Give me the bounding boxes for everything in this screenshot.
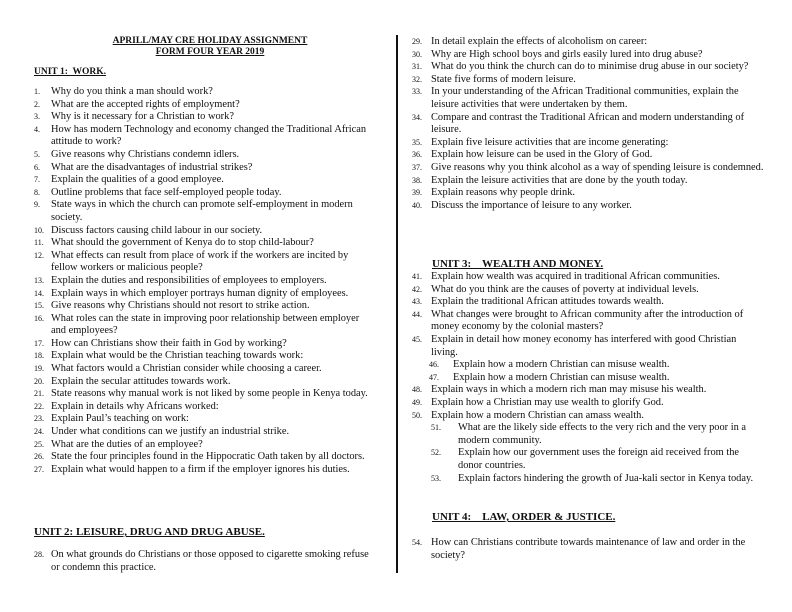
question-number: 48.	[412, 385, 422, 395]
question-number: 7.	[34, 175, 40, 185]
question-number: 46.	[429, 360, 439, 370]
question-item	[34, 363, 374, 376]
question-item	[412, 74, 764, 87]
question-text: State ways in which the church can promote self-employment in modern society.	[51, 199, 353, 223]
question-number: 12.	[34, 250, 44, 260]
question-text: What are the likely side effects to the very rich and the very poor in a modern community.	[458, 422, 747, 446]
question-item	[34, 401, 374, 414]
question-number: 36.	[412, 150, 422, 160]
question-item	[412, 447, 764, 472]
unit-4-heading: UNIT 4: LAW, ORDER & JUSTICE.	[432, 511, 616, 523]
question-text: State five forms of modern leisure.	[431, 73, 576, 85]
question-item	[34, 124, 374, 149]
question-number: 26.	[34, 452, 44, 462]
question-item	[412, 309, 764, 334]
unit-3-questions	[412, 271, 764, 485]
question-text: What should the government of Kenya do to stop child-labour?	[51, 237, 314, 249]
question-text: Explain what would be the Christian teaching towards work:	[51, 350, 304, 362]
question-number: 47.	[429, 372, 439, 382]
question-text: What roles can the state in improving poor relationship between employer and employees?	[51, 312, 360, 337]
question-item	[34, 250, 374, 275]
question-text: Discuss the importance of leisure to any worker.	[431, 199, 632, 211]
question-text: In detail explain the effects of alcoholism on career:	[431, 36, 648, 47]
question-item	[34, 451, 374, 464]
question-text: In your understanding of the African Traditional communities, explain the leisure activities that were undertaken by them.	[431, 86, 739, 110]
question-text: How can Christians show their faith in God by working?	[51, 337, 287, 349]
document-subtitle: FORM FOUR YEAR 2019	[155, 47, 265, 57]
question-item	[34, 313, 374, 338]
question-text: Explain Paul’s teaching on work:	[51, 413, 189, 425]
question-item	[412, 36, 764, 49]
question-item	[34, 376, 374, 389]
question-number: 34.	[412, 112, 422, 122]
question-text: What changes were brought to African community after the introduction of money economy by the colonial masters?	[431, 308, 744, 333]
question-number: 4.	[34, 124, 40, 134]
question-number: 24.	[34, 427, 44, 437]
question-item	[412, 410, 764, 423]
question-number: 35.	[412, 137, 422, 147]
question-number: 18.	[34, 351, 44, 361]
question-item	[412, 49, 764, 62]
question-number: 1.	[34, 87, 40, 96]
question-text: Why do you think a man should work?	[51, 86, 213, 97]
question-text: Give reasons why Christians should not resort to strike action.	[51, 300, 310, 312]
unit-2-heading: UNIT 2: LEISURE, DRUG AND DRUG ABUSE.	[34, 526, 265, 538]
question-number: 17.	[34, 338, 44, 348]
question-text: Discuss factors causing child labour in our society.	[51, 224, 263, 236]
question-text: On what grounds do Christians or those opposed to cigarette smoking refuse or condemn this practice.	[51, 549, 369, 573]
question-item	[34, 549, 374, 574]
question-item	[34, 174, 374, 187]
question-item	[412, 187, 764, 200]
question-item	[34, 99, 374, 112]
question-text: Explain how a modern Christian can misuse wealth.	[453, 359, 670, 371]
question-item	[34, 86, 374, 99]
question-text: Compare and contrast the Traditional African and modern understanding of leisure.	[431, 111, 745, 136]
unit-2-questions-right	[412, 36, 764, 212]
question-number: 15.	[34, 301, 44, 311]
question-text: How can Christians contribute towards maintenance of law and order in the society?	[431, 537, 746, 561]
question-text: Explain in details why Africans worked:	[51, 400, 219, 412]
question-text: What effects can result from place of work if the workers are incited by fellow workers or malicious people?	[51, 249, 349, 274]
question-text: Explain how leisure can be used in the Glory of God.	[431, 149, 653, 161]
question-item	[412, 384, 764, 397]
question-number: 51.	[431, 423, 441, 433]
question-number: 23.	[34, 414, 44, 424]
question-number: 41.	[412, 272, 422, 281]
question-number: 8.	[34, 187, 40, 197]
question-number: 13.	[34, 275, 44, 285]
question-number: 21.	[34, 389, 44, 399]
question-text: Explain the qualities of a good employee.	[51, 174, 224, 186]
question-text: State reasons why manual work is not liked by some people in Kenya today.	[51, 388, 368, 400]
question-item	[34, 338, 374, 351]
question-item	[34, 464, 374, 477]
question-text: Explain five leisure activities that are income generating:	[431, 136, 669, 148]
question-number: 16.	[34, 313, 44, 323]
question-number: 42.	[412, 284, 422, 294]
question-text: Give reasons why Christians condemn idlers.	[51, 148, 240, 160]
question-number: 9.	[34, 200, 40, 210]
question-number: 54.	[412, 538, 422, 547]
question-text: What are the accepted rights of employment?	[51, 98, 240, 110]
question-number: 49.	[412, 397, 422, 407]
question-item	[412, 372, 764, 385]
question-item	[34, 439, 374, 452]
question-item	[34, 225, 374, 238]
question-number: 29.	[412, 37, 422, 46]
question-text: How has modern Technology and economy changed the Traditional African attitude to work?	[51, 123, 367, 148]
question-text: Explain in detail how money economy has interfered with good Christian living.	[431, 333, 737, 358]
question-number: 27.	[34, 464, 44, 474]
question-item	[34, 388, 374, 401]
question-item	[412, 296, 764, 309]
question-text: Explain how a Christian may use wealth to glorify God.	[431, 396, 664, 408]
question-number: 50.	[412, 410, 422, 420]
question-item	[412, 200, 764, 213]
question-item	[412, 175, 764, 188]
question-item	[412, 422, 764, 447]
question-item	[34, 426, 374, 439]
question-text: Explain factors hindering the growth of Jua-kali sector in Kenya today.	[458, 472, 754, 484]
question-item	[34, 162, 374, 175]
question-text: Explain how a modern Christian can misuse wealth.	[453, 371, 670, 383]
question-number: 53.	[431, 473, 441, 483]
unit-1-heading: UNIT 1: WORK.	[34, 67, 106, 77]
unit-3-heading: UNIT 3: WEALTH AND MONEY.	[432, 258, 604, 270]
unit-1-questions	[34, 86, 374, 476]
question-item	[412, 149, 764, 162]
question-number: 43.	[412, 297, 422, 307]
question-number: 20.	[34, 376, 44, 386]
question-text: Explain ways in which employer portrays human dignity of employees.	[51, 287, 349, 299]
document-title: APRILL/MAY CRE HOLIDAY ASSIGNMENT	[112, 36, 308, 46]
question-item	[412, 112, 764, 137]
question-number: 31.	[412, 62, 422, 72]
question-item	[34, 350, 374, 363]
question-number: 28.	[34, 550, 44, 559]
question-text: Explain what would happen to a firm if the employer ignores his duties.	[51, 463, 350, 475]
question-item	[34, 199, 374, 224]
question-item	[34, 111, 374, 124]
question-text: Explain the traditional African attitudes towards wealth.	[431, 296, 664, 308]
question-text: Why are High school boys and girls easily lured into drug abuse?	[431, 48, 703, 60]
question-number: 32.	[412, 74, 422, 84]
question-item	[412, 397, 764, 410]
question-item	[412, 162, 764, 175]
unit-4-questions	[412, 537, 764, 562]
question-text: State the four principles found in the Hippocratic Oath taken by all doctors.	[51, 451, 365, 463]
question-text: Explain how our government uses the foreign aid received from the donor countries.	[458, 447, 740, 471]
question-text: What do you think are the causes of poverty at individual levels.	[431, 283, 699, 295]
unit-2-questions-left	[34, 549, 374, 574]
question-number: 10.	[34, 225, 44, 235]
question-number: 39.	[412, 188, 422, 198]
question-item	[412, 537, 764, 562]
question-item	[34, 237, 374, 250]
question-text: Explain the secular attitudes towards work.	[51, 375, 231, 387]
question-item	[412, 271, 764, 284]
question-item	[412, 473, 764, 486]
question-text: Under what conditions can we justify an industrial strike.	[51, 426, 290, 438]
question-number: 30.	[412, 49, 422, 59]
question-item	[412, 359, 764, 372]
question-text: Explain the duties and responsibilities of employees to employers.	[51, 274, 327, 286]
question-text: Explain how wealth was acquired in traditional African communities.	[431, 271, 720, 282]
question-item	[412, 137, 764, 150]
question-number: 33.	[412, 87, 422, 97]
question-text: Why is it necessary for a Christian to work?	[51, 111, 234, 123]
question-number: 19.	[34, 364, 44, 374]
question-number: 40.	[412, 200, 422, 210]
question-text: Explain ways in which a modern rich man may misuse his wealth.	[431, 384, 707, 396]
question-number: 44.	[412, 309, 422, 319]
question-item	[34, 288, 374, 301]
question-item	[34, 300, 374, 313]
question-item	[412, 334, 764, 359]
question-text: What are the disadvantages of industrial strikes?	[51, 161, 253, 173]
question-number: 45.	[412, 334, 422, 344]
question-number: 38.	[412, 175, 422, 185]
question-text: What are the duties of an employee?	[51, 438, 203, 450]
question-number: 2.	[34, 99, 40, 109]
question-number: 5.	[34, 149, 40, 159]
question-text: Explain how a modern Christian can amass wealth.	[431, 409, 644, 421]
question-number: 25.	[34, 439, 44, 449]
question-item	[34, 187, 374, 200]
question-number: 14.	[34, 288, 44, 298]
question-number: 22.	[34, 401, 44, 411]
question-item	[412, 284, 764, 297]
question-number: 52.	[431, 448, 441, 458]
question-text: Explain reasons why people drink.	[431, 187, 575, 199]
question-text: Give reasons why you think alcohol as a way of spending leisure is condemned.	[431, 161, 764, 173]
question-number: 11.	[34, 238, 44, 248]
question-number: 3.	[34, 112, 40, 122]
question-item	[34, 413, 374, 426]
question-item	[34, 149, 374, 162]
question-number: 37.	[412, 162, 422, 172]
question-text: Explain the leisure activities that are done by the youth today.	[431, 174, 688, 186]
question-text: What do you think the church can do to minimise drug abuse in our society?	[431, 61, 749, 73]
column-divider	[396, 35, 398, 573]
question-text: Outline problems that face self-employed people today.	[51, 186, 282, 198]
question-text: What factors would a Christian consider while choosing a career.	[51, 363, 322, 375]
question-number: 6.	[34, 162, 40, 172]
question-item	[412, 61, 764, 74]
question-item	[412, 86, 764, 111]
question-item	[34, 275, 374, 288]
